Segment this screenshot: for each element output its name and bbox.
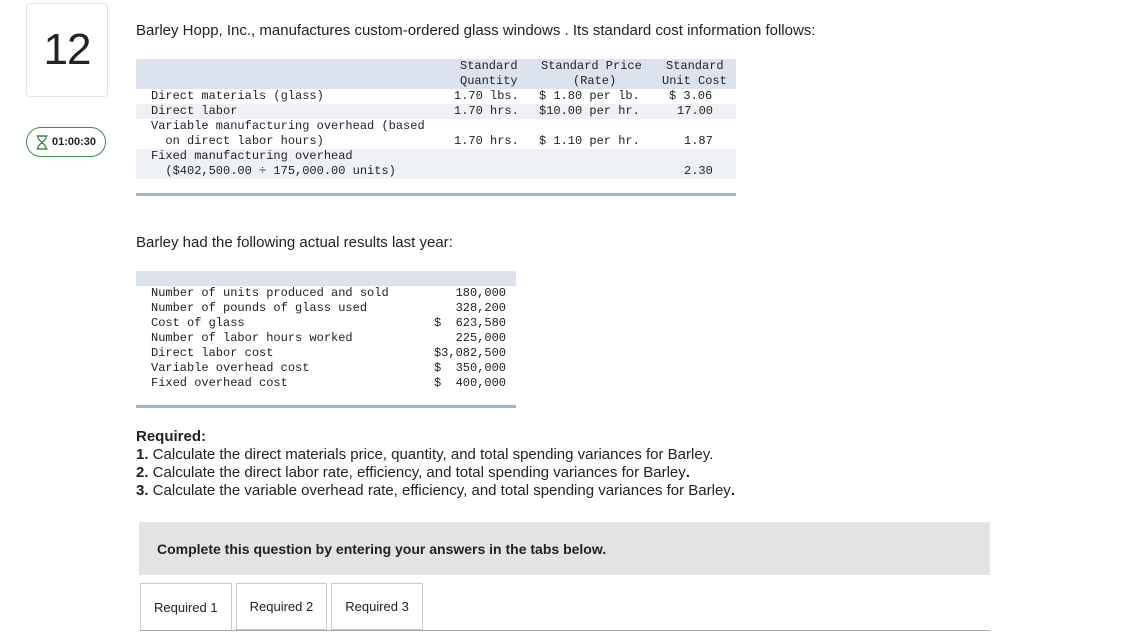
- timer[interactable]: [26, 127, 106, 157]
- required-item: 1. Calculate the direct materials price, quantity, and total spending variances for Barley.: [136, 446, 714, 463]
- intro-text: Barley Hopp, Inc., manufactures custom-ordered glass windows . Its standard cost information follows:: [136, 22, 816, 39]
- required-section: [136, 428, 735, 500]
- question-number-box: [26, 3, 108, 97]
- header-unit-cost-2: Unit Cost: [662, 74, 727, 88]
- actual-value: $ 400,000: [433, 376, 506, 390]
- actual-value: $ 350,000: [433, 361, 506, 375]
- row-quantity: 1.70 lbs.: [454, 89, 519, 103]
- header-quantity: Standard: [460, 59, 518, 73]
- hourglass-icon: [36, 135, 48, 150]
- actual-label: Number of labor hours worked: [151, 331, 353, 345]
- row-price: $ 1.80 per lb.: [539, 89, 640, 103]
- header-unit-cost: Standard: [666, 59, 724, 73]
- row-quantity: 1.70 hrs.: [454, 134, 519, 148]
- row-quantity: 1.70 hrs.: [454, 104, 519, 118]
- row-label: Variable manufacturing overhead (based: [151, 119, 425, 133]
- row-label-cont: ($402,500.00 ÷ 175,000.00 units): [151, 164, 396, 178]
- actual-label: Fixed overhead cost: [151, 376, 288, 390]
- row-unit-cost: $ 3.06: [669, 89, 713, 103]
- table-header-band: [136, 271, 516, 286]
- tab-required-3[interactable]: Required 3: [331, 583, 423, 630]
- actual-label: Direct labor cost: [151, 346, 274, 360]
- timer-value: 01:00:30: [51, 136, 97, 148]
- actual-value: 180,000: [455, 286, 506, 300]
- row-label-cont: on direct labor hours): [151, 134, 324, 148]
- actual-value: $ 623,580: [433, 316, 506, 330]
- instructions-text: Complete this question by entering your answers in the tabs below.: [157, 540, 607, 557]
- row-price: $ 1.10 per hr.: [539, 134, 640, 148]
- table-header-band: [136, 59, 736, 89]
- required-title: Required:: [136, 428, 207, 445]
- actual-results-intro: Barley had the following actual results last year:: [136, 234, 453, 251]
- actual-label: Number of units produced and sold: [151, 286, 389, 300]
- row-unit-cost: 2.30: [684, 164, 713, 178]
- required-item: 2. Calculate the direct labor rate, efficiency, and total spending variances for Barley.: [136, 464, 690, 481]
- actual-label: Cost of glass: [151, 316, 245, 330]
- actual-label: Variable overhead cost: [151, 361, 310, 375]
- header-quantity-2: Quantity: [460, 74, 518, 88]
- header-price-2: (Rate): [573, 74, 617, 88]
- actual-label: Number of pounds of glass used: [151, 301, 368, 315]
- row-label: Direct labor: [151, 104, 238, 118]
- instructions-banner: [139, 522, 990, 575]
- question-number: 12: [43, 25, 91, 74]
- actual-value: $3,082,500: [433, 346, 506, 360]
- actual-results-table: [136, 271, 516, 408]
- row-label: Direct materials (glass): [151, 89, 324, 103]
- header-price: Standard Price: [541, 59, 642, 73]
- row-unit-cost: 17.00: [677, 104, 714, 118]
- tab-required-1[interactable]: Required 1: [140, 583, 232, 631]
- row-price: $10.00 per hr.: [539, 104, 640, 118]
- tab-bar: [140, 583, 423, 631]
- standard-cost-table: [136, 59, 736, 196]
- required-item: 3. Calculate the variable overhead rate, efficiency, and total spending variances for Barley.: [136, 482, 735, 499]
- actual-value: 328,200: [455, 301, 506, 315]
- actual-value: 225,000: [455, 331, 506, 345]
- row-label: Fixed manufacturing overhead: [151, 149, 353, 163]
- tab-required-2[interactable]: Required 2: [236, 583, 328, 630]
- tab-underline: [140, 630, 990, 631]
- row-unit-cost: 1.87: [684, 134, 713, 148]
